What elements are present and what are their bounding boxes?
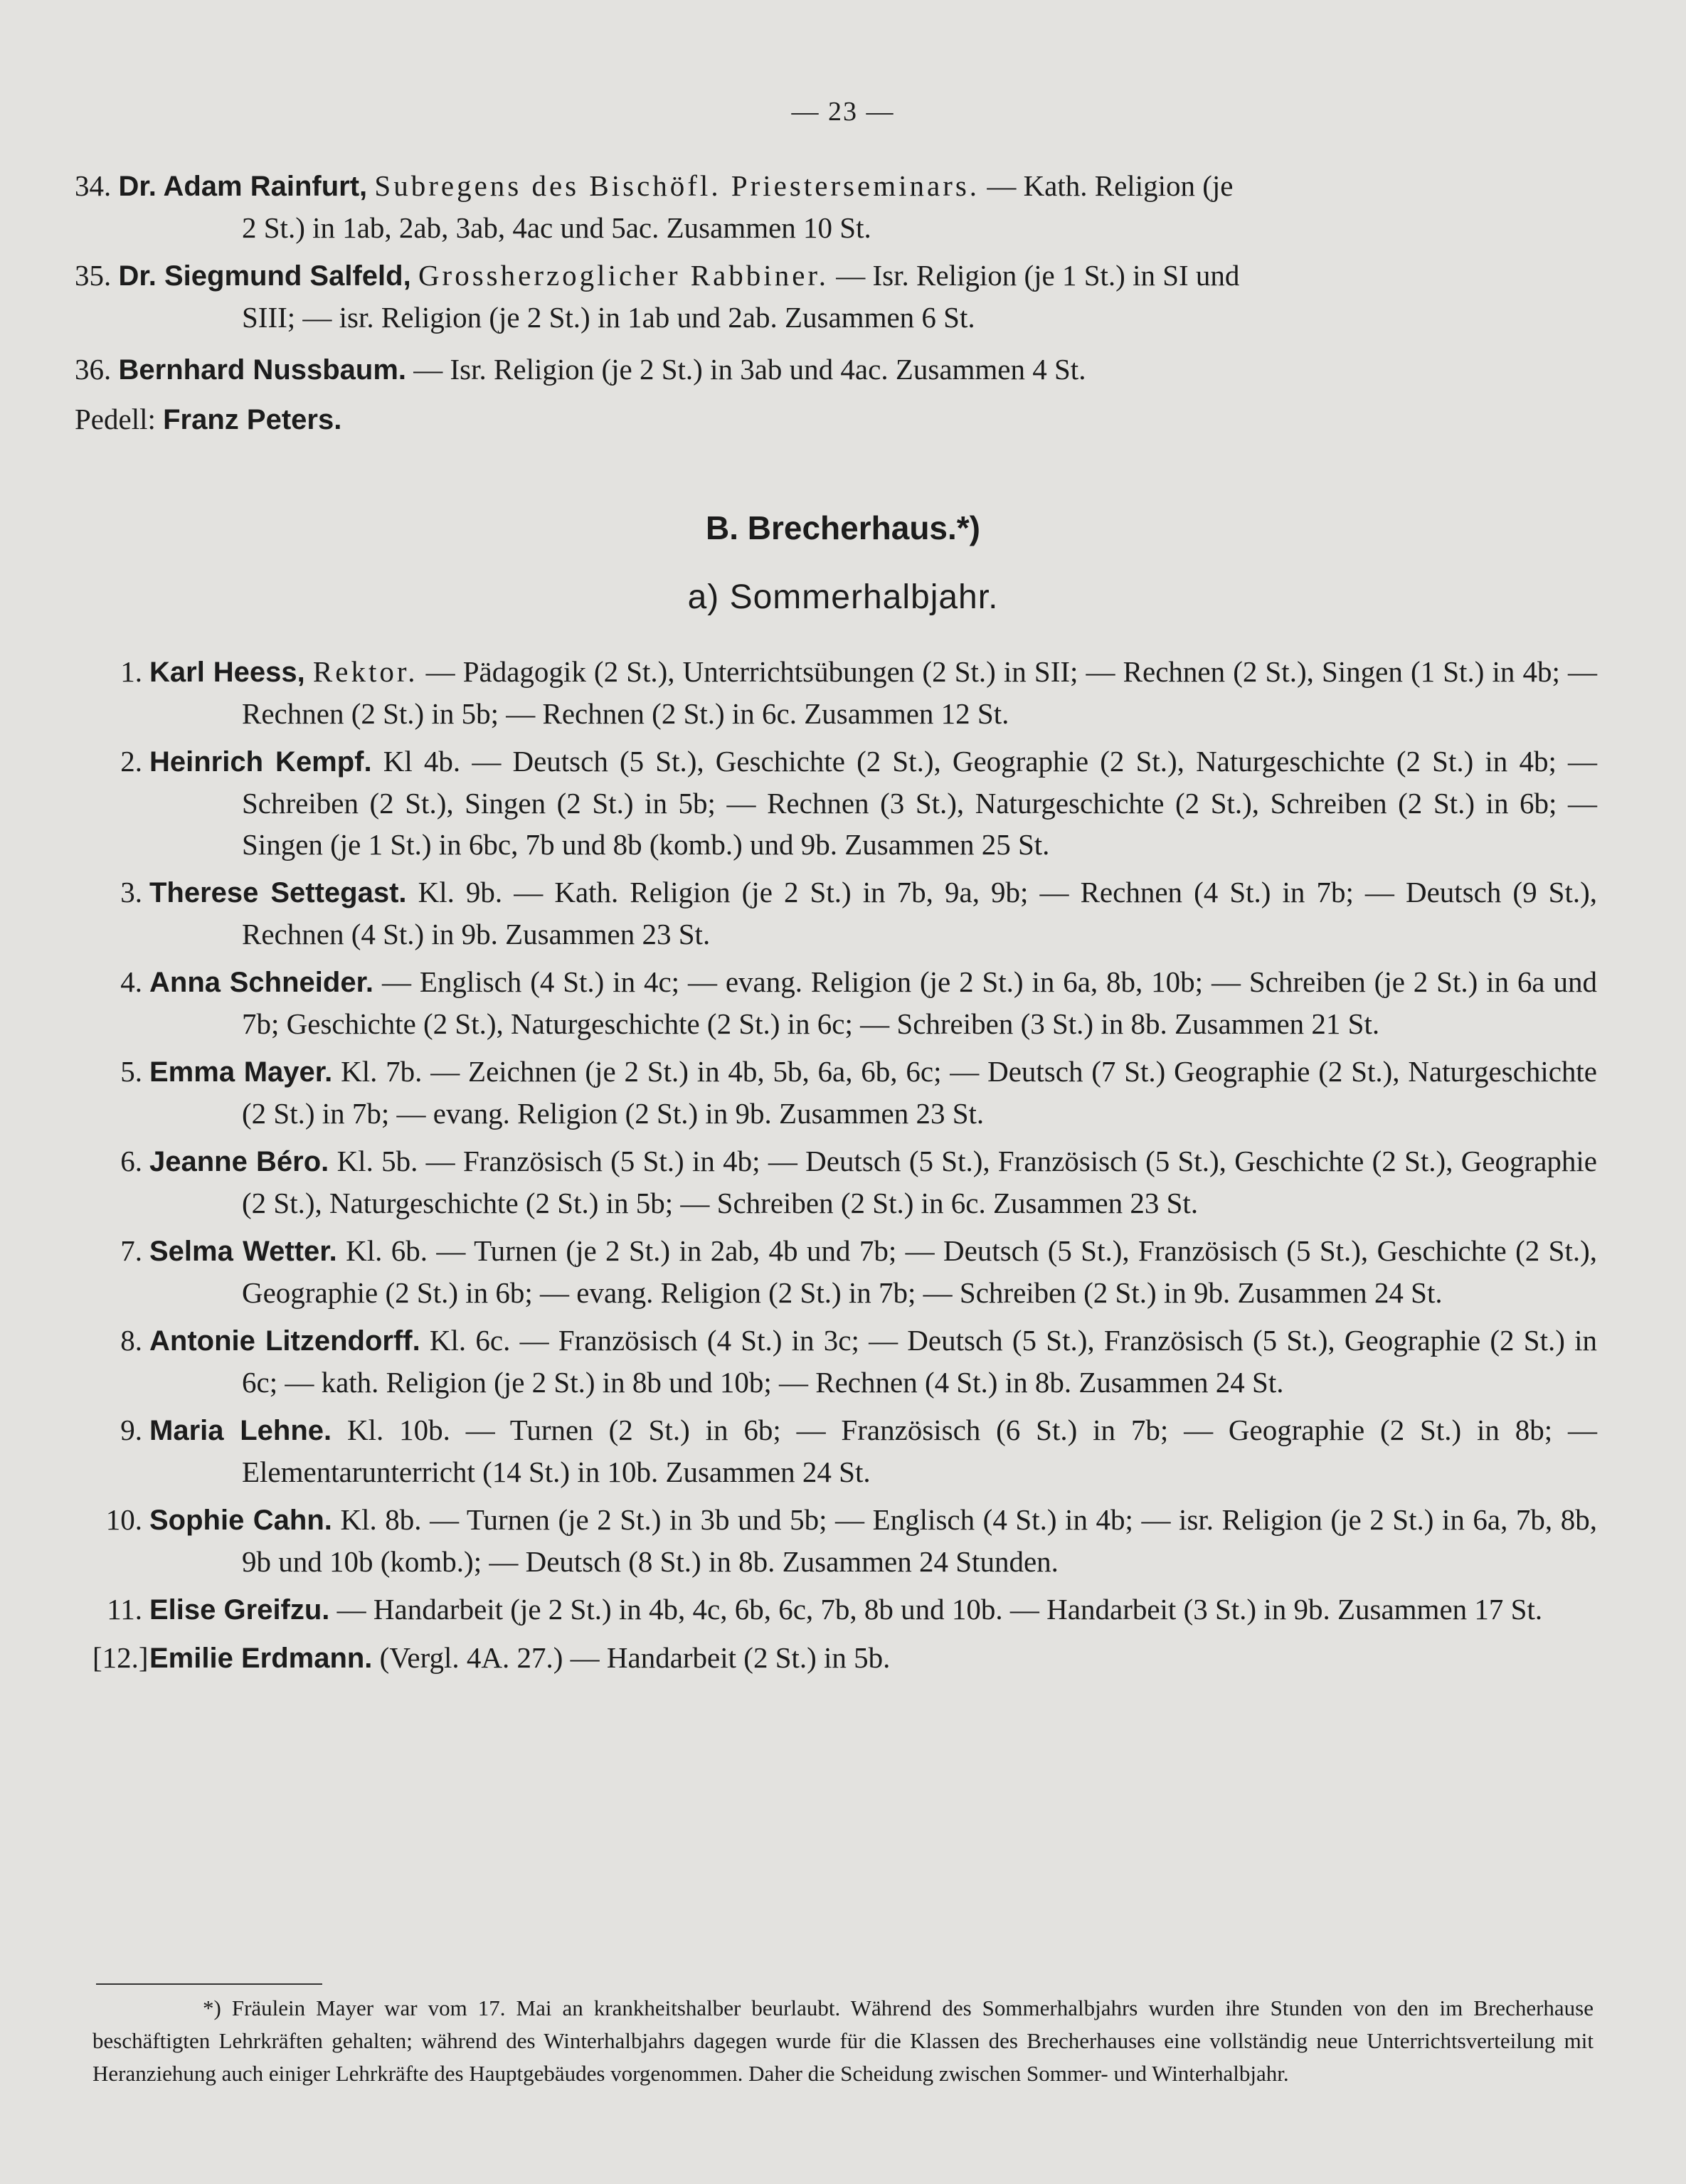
entry-text: Kl. 7b. — Zeichnen (je 2 St.) in 4b, 5b, 6a, 6b, 6c; — Deutsch (7 St.) Geographie (2 St.), Naturgeschichte (2 St.) in 7b; — evang. Religion (2 St.) in 9b. Zusammen 23 St. xyxy=(242,1055,1597,1130)
entry-title: Subregens des Bischöfl. Priesterseminars. xyxy=(374,169,980,202)
sub-heading: a) Sommerhalbjahr. xyxy=(687,578,999,616)
teacher-entry xyxy=(92,1230,1597,1313)
footnote-divider xyxy=(96,1983,322,1985)
entry-text: — Isr. Religion (je 2 St.) in 3ab und 4ac. Zusammen 4 St. xyxy=(406,353,1086,386)
entry-name: Anna Schneider. xyxy=(149,967,374,998)
entry-title: Grossherzoglicher Rabbiner. xyxy=(418,259,829,292)
entry-name: Sophie Cahn. xyxy=(149,1505,332,1536)
teacher-entry xyxy=(92,1637,1597,1679)
pedell-line xyxy=(75,398,1597,440)
entry-number: 3. xyxy=(120,876,142,908)
entry-text: Kl. 9b. — Kath. Religion (je 2 St.) in 7b, 9a, 9b; — Rechnen (4 St.) in 7b; — Deutsch (9 St.), Rechnen (4 St.) in 9b. Zusammen 23 St. xyxy=(242,876,1597,950)
pedell-name: Franz Peters. xyxy=(163,404,342,435)
entry-text: — Handarbeit (je 2 St.) in 4b, 4c, 6b, 6c, 7b, 8b und 10b. — Handarbeit (3 St.) in 9b. Zusammen 17 St. xyxy=(329,1593,1543,1626)
teacher-entry xyxy=(92,961,1597,1044)
entry-text-cont: 2 St.) in 1ab, 2ab, 3ab, 4ac und 5ac. Zusammen 10 St. xyxy=(242,211,871,244)
entry-number: [12.] xyxy=(92,1641,149,1674)
page-number: — 23 — xyxy=(791,97,895,127)
teacher-entry xyxy=(92,1409,1597,1493)
entry-text: (Vergl. 4A. 27.) — Handarbeit (2 St.) in 5b. xyxy=(372,1641,891,1674)
entry-name: Karl Heess, xyxy=(149,657,305,688)
teacher-list xyxy=(92,651,1597,1685)
entry-name: Selma Wetter. xyxy=(149,1236,337,1267)
entry-number: 2. xyxy=(120,745,142,778)
entry-text: Kl 4b. — Deutsch (5 St.), Geschichte (2 St.), Geographie (2 St.), Naturgeschichte (2 St.) in 4b; — Schreiben (2 St.), Singen (2 St.) in 5b; — Rechnen (3 St.), Naturgeschichte (2 St.), Schreiben (2 St.) in 6b; — Singen (je 1 St.) in 6bc, 7b und 8b (komb.) und 9b. Zusammen 25 St. xyxy=(242,745,1597,861)
teacher-entry xyxy=(92,871,1597,955)
teacher-entry xyxy=(92,741,1597,865)
entry-number: 10. xyxy=(105,1503,142,1536)
entry-name: Dr. Siegmund Salfeld, xyxy=(118,260,411,292)
pedell-label: Pedell: xyxy=(75,403,156,435)
footnote-text: *) Fräulein Mayer war vom 17. Mai an krankheitshalber beurlaubt. Während des Sommerhalbjahrs wurden ihre Stunden von den im Brecherhause beschäftigten Lehrkräften gehalten; während des Winterhalbjahrs dagegen wurde für die Klassen des Brecherhauses eine vollständig neue Unterrichtsverteilung mit Heranziehung auch einiger Lehrkräfte des Hauptgebäudes vorgenommen. Daher die Scheidung zwischen Sommer- und Winterhalbjahr. xyxy=(92,1995,1594,2086)
entry-number: 35. xyxy=(75,259,112,292)
entry-number: 5. xyxy=(120,1055,142,1088)
entry-name: Emilie Erdmann. xyxy=(149,1643,373,1674)
entry-number: 34. xyxy=(75,169,112,202)
staff-entry-35 xyxy=(75,255,1597,338)
entry-name: Therese Settegast. xyxy=(149,877,407,908)
entry-number: 4. xyxy=(120,965,142,998)
entry-name: Bernhard Nussbaum. xyxy=(118,354,407,386)
staff-entry-34 xyxy=(75,165,1597,248)
teacher-entry xyxy=(92,1051,1597,1134)
entry-name: Heinrich Kempf. xyxy=(149,746,372,778)
entry-name: Elise Greifzu. xyxy=(149,1594,330,1626)
entry-number: 6. xyxy=(120,1145,142,1177)
entry-number: 1. xyxy=(120,655,142,688)
entry-text: Kl. 8b. — Turnen (je 2 St.) in 3b und 5b; — Englisch (4 St.) in 4b; — isr. Religion (je 2 St.) in 6a, 7b, 8b, 9b und 10b (komb.); — Deutsch (8 St.) in 8b. Zusammen 24 Stunden. xyxy=(242,1503,1597,1578)
entry-number: 7. xyxy=(120,1234,142,1267)
entry-number: 36. xyxy=(75,353,112,386)
entry-text: — Pädagogik (2 St.), Unterrichtsübungen (2 St.) in SII; — Rechnen (2 St.), Singen (1 St.) in 4b; — Rechnen (2 St.) in 5b; — Rechnen (2 St.) in 6c. Zusammen 12 St. xyxy=(242,655,1597,730)
teacher-entry xyxy=(92,1589,1597,1631)
footnote xyxy=(92,1992,1594,2090)
entry-name: Emma Mayer. xyxy=(149,1056,333,1088)
entry-text: Kl. 10b. — Turnen (2 St.) in 6b; — Französisch (6 St.) in 7b; — Geographie (2 St.) in 8b; — Elementarunterricht (14 St.) in 10b. Zusammen 24 St. xyxy=(242,1414,1597,1488)
entry-text: Kl. 6b. — Turnen (je 2 St.) in 2ab, 4b und 7b; — Deutsch (5 St.), Französisch (5 St.), Geschichte (2 St.), Geographie (2 St.) in 6b; — evang. Religion (2 St.) in 7b; — Schreiben (2 St.) in 9b. Zusammen 24 St. xyxy=(242,1234,1597,1309)
staff-entry-36 xyxy=(75,349,1597,391)
entry-name: Jeanne Béro. xyxy=(149,1146,329,1177)
entry-name: Antonie Litzendorff. xyxy=(149,1325,420,1357)
entry-text: — Isr. Religion (je 1 St.) in SI und xyxy=(829,259,1240,292)
entry-text-cont: SIII; — isr. Religion (je 2 St.) in 1ab und 2ab. Zusammen 6 St. xyxy=(242,301,975,334)
entry-name: Maria Lehne. xyxy=(149,1415,332,1446)
entry-number: 9. xyxy=(120,1414,142,1446)
entry-name: Dr. Adam Rainfurt, xyxy=(118,171,368,202)
entry-title: Rektor. xyxy=(312,655,418,688)
section-heading: B. Brecherhaus.*) xyxy=(705,509,980,546)
entry-text: Kl. 5b. — Französisch (5 St.) in 4b; — Deutsch (5 St.), Französisch (5 St.), Geschichte (2 St.), Geographie (2 St.), Naturgeschichte (2 St.) in 5b; — Schreiben (2 St.) in 6c. Zusammen 23 St. xyxy=(242,1145,1597,1219)
entry-text: Kl. 6c. — Französisch (4 St.) in 3c; — Deutsch (5 St.), Französisch (5 St.), Geographie (2 St.) in 6c; — kath. Religion (je 2 St.) in 8b und 10b; — Rechnen (4 St.) in 8b. Zusammen 24 St. xyxy=(242,1324,1597,1399)
entry-text: — Englisch (4 St.) in 4c; — evang. Religion (je 2 St.) in 6a, 8b, 10b; — Schreiben (je 2 St.) in 6a und 7b; Geschichte (2 St.), Naturgeschichte (2 St.) in 6c; — Schreiben (3 St.) in 8b. Zusammen 21 St. xyxy=(242,965,1598,1040)
teacher-entry xyxy=(92,1140,1597,1224)
entry-number: 8. xyxy=(120,1324,142,1357)
teacher-entry xyxy=(92,1499,1597,1582)
entry-number: 11. xyxy=(107,1593,142,1626)
teacher-entry xyxy=(92,651,1597,734)
entry-text: — Kath. Religion (je xyxy=(980,169,1234,202)
teacher-entry xyxy=(92,1320,1597,1403)
